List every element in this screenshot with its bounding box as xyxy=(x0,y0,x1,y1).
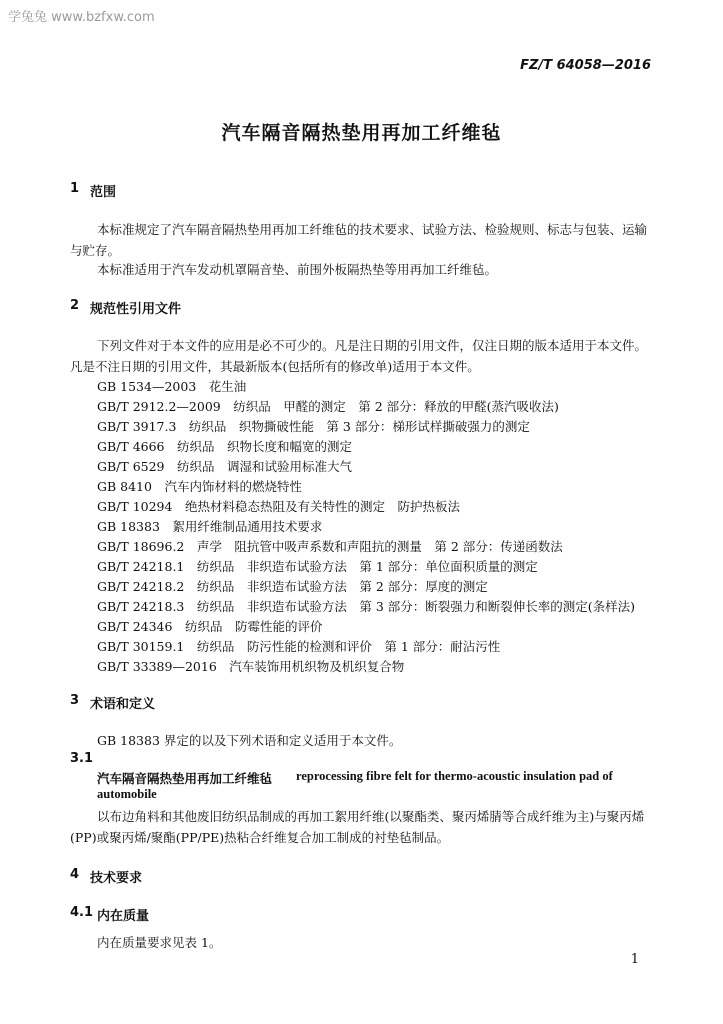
reference-item: GB 1534—2003 花生油 xyxy=(97,379,247,394)
subsection-4-1-number: 4.1 xyxy=(70,905,94,920)
term-english-cont: automobile xyxy=(97,787,157,801)
reference-item: GB/T 24218.1 纺织品 非织造布试验方法 第 1 部分：单位面积质量的测定 xyxy=(97,559,538,574)
subsection-4-1-para: 内在质量要求见表 1。 xyxy=(97,935,222,950)
section-4-number: 4 xyxy=(70,867,80,882)
reference-item: GB 8410 汽车内饰材料的燃烧特性 xyxy=(97,479,302,494)
section-1-para-1: 本标准规定了汽车隔音隔热垫用再加工纤维毡的技术要求、试验方法、检验规则、标志与包装、运输与贮存。 xyxy=(70,222,648,258)
section-3-title: 术语和定义 xyxy=(90,697,156,712)
term-english: reprocessing fibre felt for thermo-acoustic insulation pad of xyxy=(296,769,613,783)
page-number: 1 xyxy=(630,952,639,967)
section-3-intro: GB 18383 界定的以及下列术语和定义适用于本文件。 xyxy=(97,733,402,748)
section-1-title: 范围 xyxy=(90,185,117,200)
reference-item: GB/T 30159.1 纺织品 防污性能的检测和评价 第 1 部分：耐沾污性 xyxy=(97,639,501,654)
reference-item: GB 18383 絮用纤维制品通用技术要求 xyxy=(97,519,323,534)
subsection-4-1-title: 内在质量 xyxy=(97,909,150,924)
reference-item: GB/T 10294 绝热材料稳态热阻及有关特性的测定 防护热板法 xyxy=(97,499,460,514)
reference-item: GB/T 24346 纺织品 防霉性能的评价 xyxy=(97,619,323,634)
section-2-title: 规范性引用文件 xyxy=(90,302,182,317)
term-definition: 以布边角料和其他废旧纺织品制成的再加工絮用纤维(以聚酯类、聚丙烯腈等合成纤维为主)与聚丙烯(PP)或聚丙烯/聚酯(PP/PE)热粘合纤维复合加工制成的衬垫毡制品。 xyxy=(70,809,645,845)
watermark: 学兔兔 www.bzfxw.com xyxy=(8,10,155,25)
reference-item: GB/T 6529 纺织品 调湿和试验用标准大气 xyxy=(97,459,353,474)
reference-item: GB/T 3917.3 纺织品 织物撕破性能 第 3 部分：梯形试样撕破强力的测定 xyxy=(97,419,530,434)
reference-item: GB/T 4666 纺织品 织物长度和幅宽的测定 xyxy=(97,439,353,454)
section-1-para-2: 本标准适用于汽车发动机罩隔音垫、前围外板隔热垫等用再加工纤维毡。 xyxy=(97,262,498,277)
reference-item: GB/T 24218.2 纺织品 非织造布试验方法 第 2 部分：厚度的测定 xyxy=(97,579,488,594)
section-2-number: 2 xyxy=(70,298,80,313)
section-3-number: 3 xyxy=(70,693,80,708)
term-number: 3.1 xyxy=(70,751,94,766)
standard-number: FZ/T 64058—2016 xyxy=(520,58,651,73)
reference-item: GB/T 33389—2016 汽车装饰用机织物及机织复合物 xyxy=(97,659,405,674)
reference-item: GB/T 18696.2 声学 阻抗管中吸声系数和声阻抗的测量 第 2 部分：传递函数法 xyxy=(97,539,563,554)
reference-item: GB/T 24218.3 纺织品 非织造布试验方法 第 3 部分：断裂强力和断裂伸长率的测定(条样法) xyxy=(97,599,636,614)
term-chinese: 汽车隔音隔热垫用再加工纤维毡 xyxy=(97,771,273,786)
section-4-title: 技术要求 xyxy=(90,871,143,886)
reference-item: GB/T 2912.2—2009 纺织品 甲醛的测定 第 2 部分：释放的甲醛(蒸汽吸收法) xyxy=(97,399,559,414)
section-1-number: 1 xyxy=(70,181,80,196)
section-2-intro: 下列文件对于本文件的应用是必不可少的。凡是注日期的引用文件，仅注日期的版本适用于本文件。凡是不注日期的引用文件，其最新版本(包括所有的修改单)适用于本文件。 xyxy=(70,338,648,374)
document-title: 汽车隔音隔热垫用再加工纤维毡 xyxy=(221,122,502,144)
